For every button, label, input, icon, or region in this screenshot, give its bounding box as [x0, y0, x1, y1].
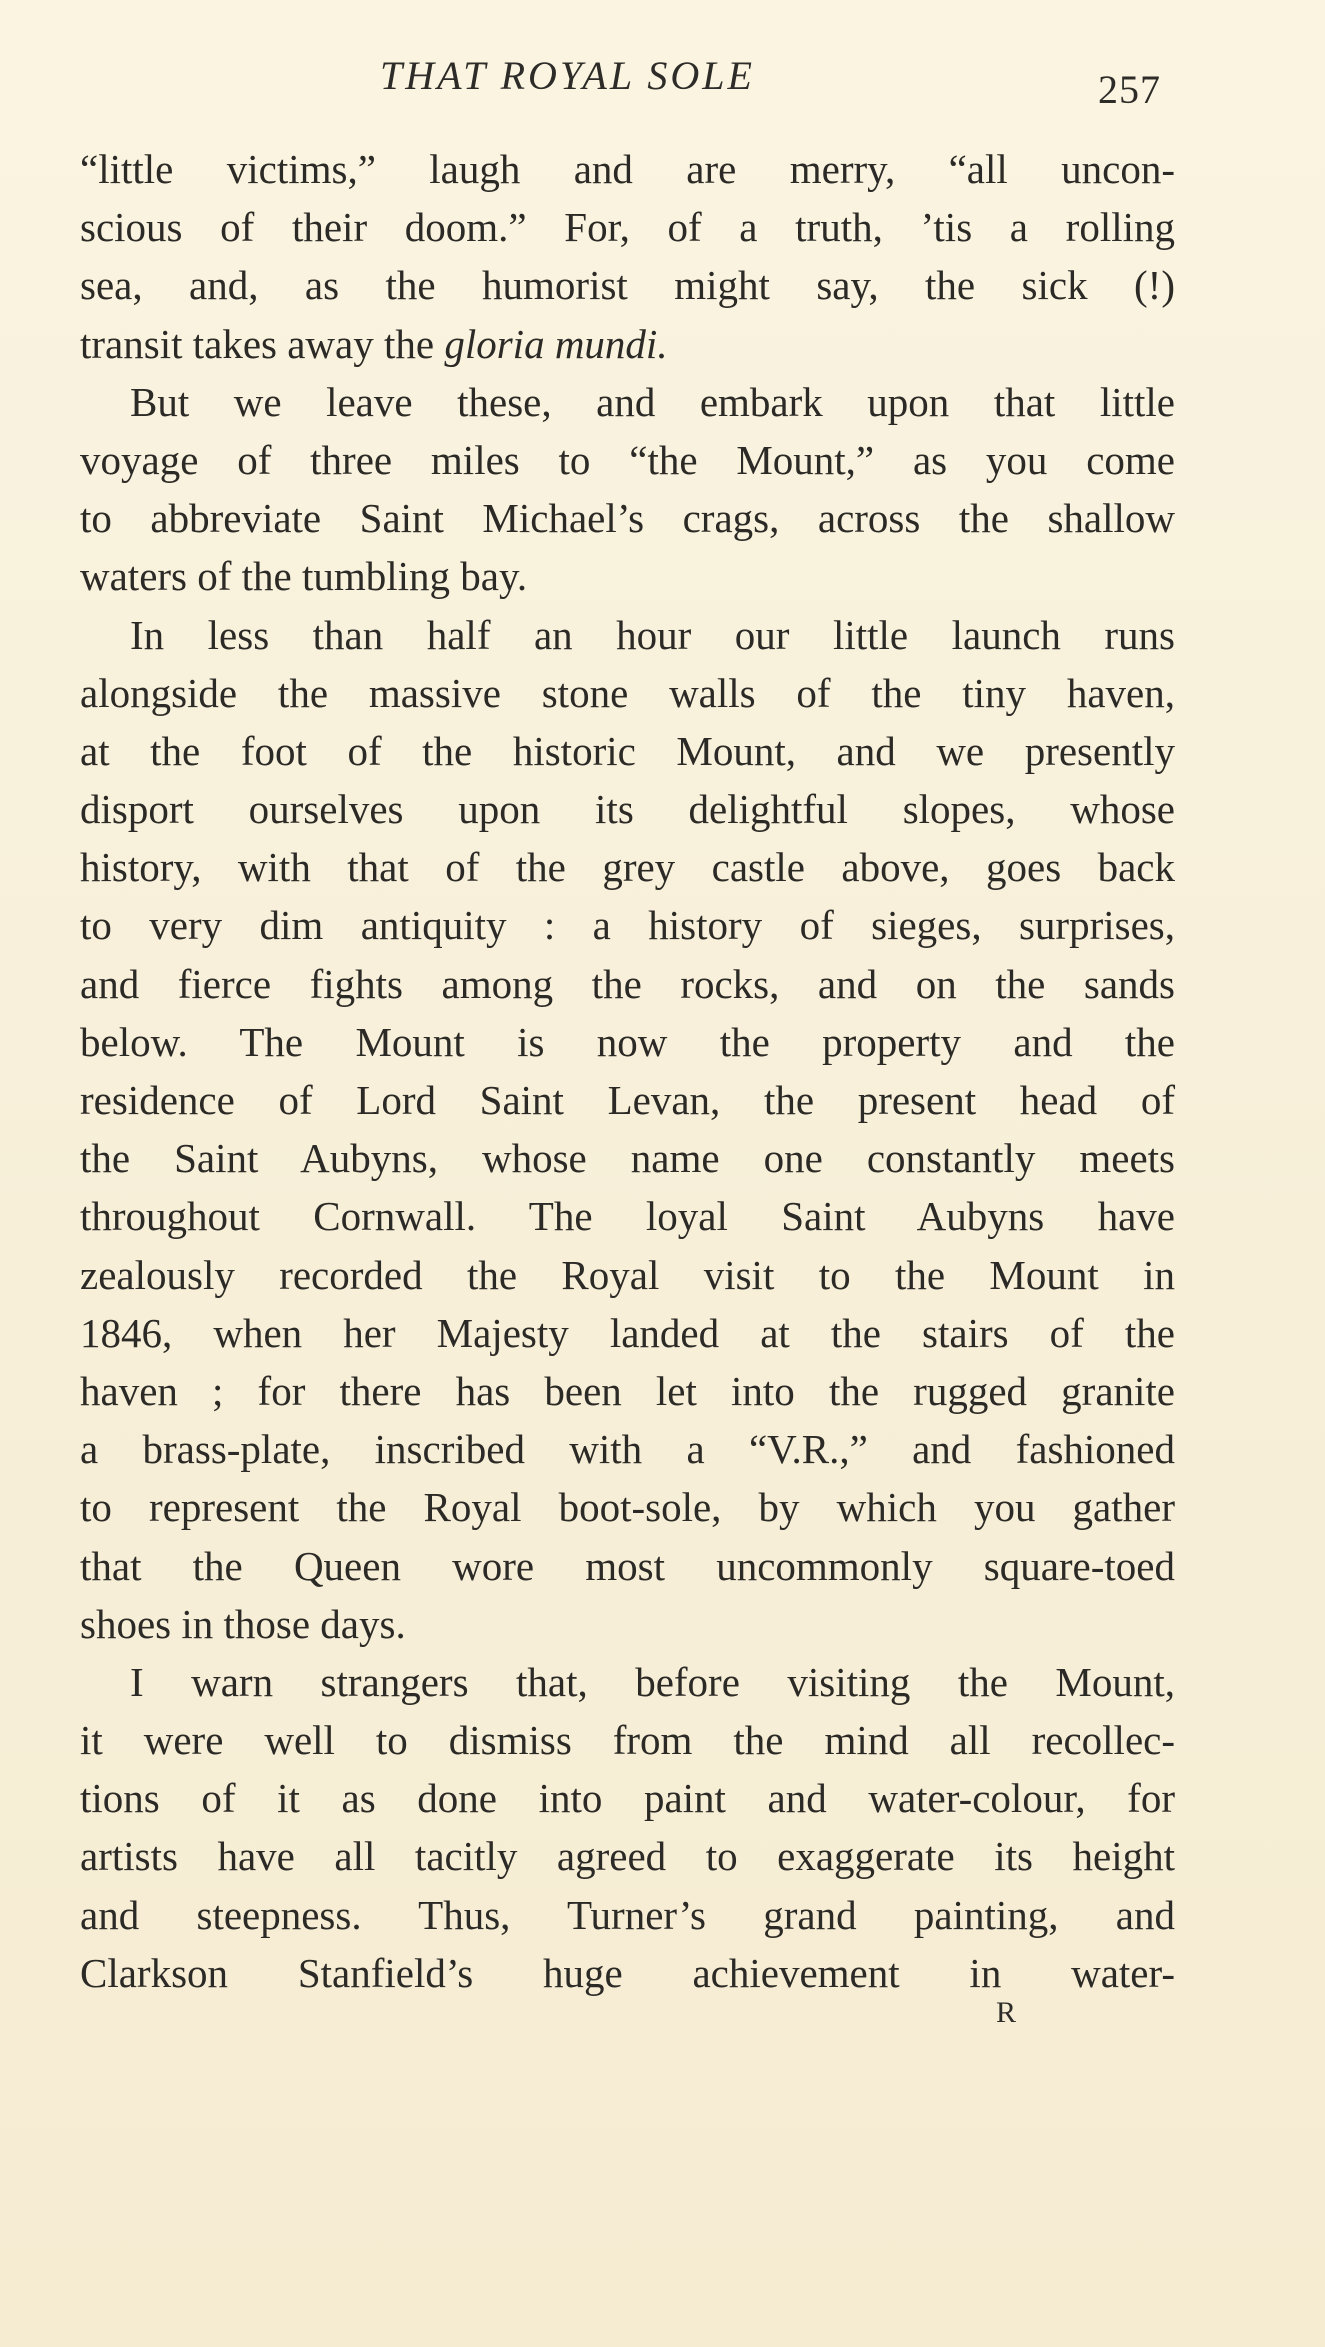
text-line: But we leave these, and embark upon that little: [130, 378, 1175, 425]
running-head: THAT ROYAL SOLE: [380, 53, 755, 98]
text-line: shoes in those days.: [80, 1600, 406, 1647]
text-line: zealously recorded the Royal visit to the Mount in: [80, 1251, 1175, 1298]
page-number: 257: [1098, 67, 1161, 112]
text-line: tions of it as done into paint and water-colour, for: [80, 1775, 1175, 1822]
text-line: it were well to dismiss from the mind all recollec-: [80, 1717, 1175, 1764]
text-line: Clarkson Stanfield’s huge achievement in water-: [80, 1949, 1175, 1996]
signature-mark: R: [996, 1996, 1018, 2029]
text-line: scious of their doom.” For, of a truth, ’tis a rolling: [80, 204, 1175, 251]
text-line: haven ; for there has been let into the rugged granite: [80, 1367, 1175, 1414]
text-line: 1846, when her Majesty landed at the stairs of the: [80, 1309, 1175, 1356]
text-line: waters of the tumbling bay.: [80, 553, 528, 600]
text-line: and fierce fights among the rocks, and on the sands: [80, 960, 1175, 1007]
text-line: at the foot of the historic Mount, and we presently: [80, 727, 1175, 774]
text-line: throughout Cornwall. The loyal Saint Aubyns have: [80, 1193, 1175, 1240]
text-line: disport ourselves upon its delightful slopes, whose: [80, 786, 1175, 833]
text-line: that the Queen wore most uncommonly square-toed: [80, 1542, 1175, 1589]
text-line: below. The Mount is now the property and the: [80, 1018, 1175, 1065]
text-line: alongside the massive stone walls of the tiny haven,: [80, 669, 1175, 716]
text-line: voyage of three miles to “the Mount,” as you come: [80, 436, 1175, 483]
text-line: “little victims,” laugh and are merry, “all uncon-: [80, 146, 1175, 192]
text-line: a brass-plate, inscribed with a “V.R.,” and fashioned: [80, 1426, 1175, 1473]
body-text: [80, 140, 1175, 2002]
text-line: the Saint Aubyns, whose name one constantly meets: [80, 1135, 1175, 1182]
text-line: sea, and, as the humorist might say, the sick (!): [80, 262, 1175, 309]
text-line: artists have all tacitly agreed to exaggerate its height: [80, 1833, 1175, 1880]
text-line: [80, 315, 1175, 373]
text-line: and steepness. Thus, Turner’s grand painting, and: [80, 1891, 1175, 1938]
text-line: residence of Lord Saint Levan, the present head of: [80, 1077, 1175, 1123]
text-line: history, with that of the grey castle above, goes back: [80, 844, 1175, 891]
text-line: I warn strangers that, before visiting the Mount,: [130, 1658, 1175, 1705]
text-line-segment: transit takes away the: [80, 320, 445, 367]
text-line: to abbreviate Saint Michael’s crags, across the shallow: [80, 495, 1175, 542]
text-line: In less than half an hour our little launch runs: [130, 611, 1175, 658]
text-line: to represent the Royal boot-sole, by which you gather: [80, 1484, 1175, 1531]
text-line: to very dim antiquity : a history of sieges, surprises,: [80, 902, 1175, 949]
italic-phrase: gloria mundi.: [444, 320, 668, 367]
